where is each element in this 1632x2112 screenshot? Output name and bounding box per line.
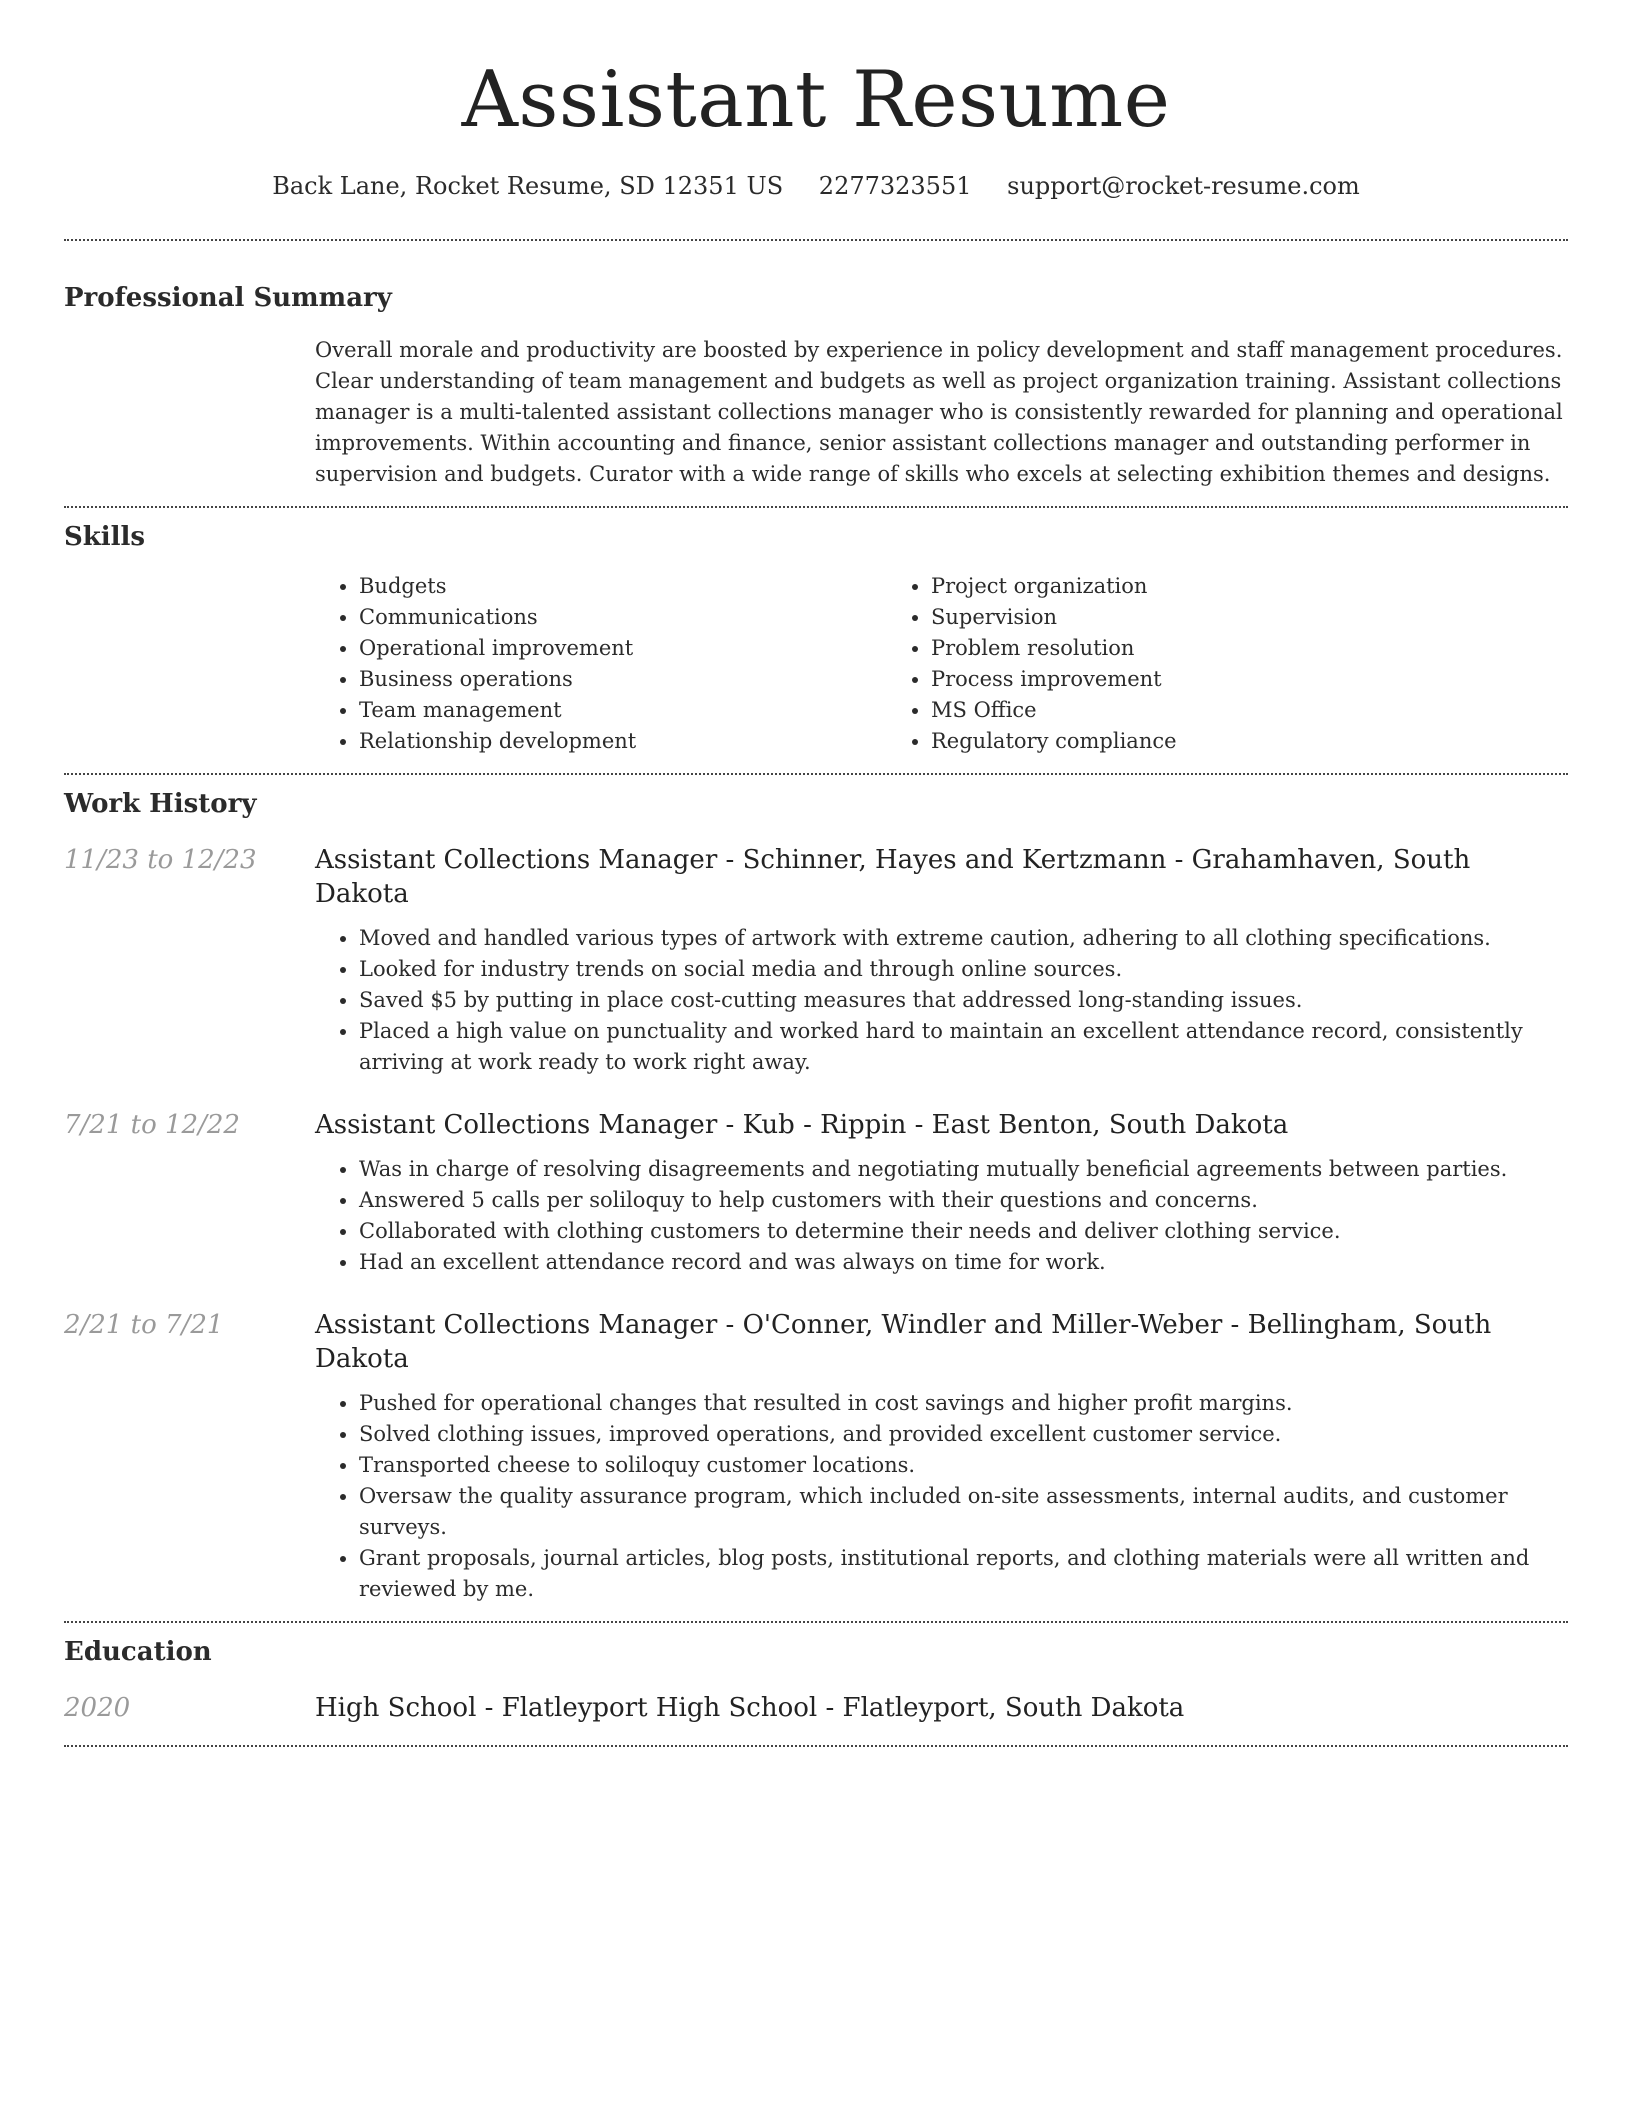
job-bullet: • Grant proposals, journal articles, blog posts, institutional reports, and clothing materials were all written and reviewed by me.: [359, 1543, 1568, 1605]
job-entry: [64, 1108, 1568, 1278]
skill-item: • Project organization: [931, 571, 1459, 602]
skills-grid: [315, 571, 1568, 757]
summary-heading: Professional Summary: [64, 283, 392, 313]
work-section: [64, 775, 1568, 1605]
job-title: Assistant Collections Manager - Schinner, Hayes and Kertzmann - Grahamhaven, South Dakota: [315, 845, 1471, 909]
contact-line: [64, 170, 1568, 202]
job-entry: [64, 843, 1568, 1078]
job-bullet: • Moved and handled various types of artwork with extreme caution, adhering to all clothing specifications.: [359, 923, 1568, 954]
skills-section: [64, 508, 1568, 757]
job-bullet: • Pushed for operational changes that resulted in cost savings and higher profit margins.: [359, 1388, 1568, 1419]
contact-email: support@rocket-resume.com: [1007, 172, 1360, 200]
skill-item: • MS Office: [931, 695, 1459, 726]
skill-item: • Process improvement: [931, 664, 1459, 695]
skill-item: • Problem resolution: [931, 633, 1459, 664]
skill-item: • Supervision: [931, 602, 1459, 633]
job-dates: 7/21 to 12/22: [64, 1110, 240, 1140]
skill-item: • Team management: [359, 695, 887, 726]
education-section: [64, 1623, 1568, 1725]
skills-left-list: [315, 571, 887, 757]
skills-right-list: [887, 571, 1459, 757]
job-bullet: • Was in charge of resolving disagreements and negotiating mutually beneficial agreements between parties.: [359, 1154, 1568, 1185]
job-bullets: [315, 923, 1568, 1078]
job-title: Assistant Collections Manager - O'Conner, Windler and Miller-Weber - Bellingham, South Dakota: [315, 1310, 1492, 1374]
job-bullets: [315, 1388, 1568, 1605]
summary-text: Overall morale and productivity are boosted by experience in policy development and staff management procedures. Clear understanding of team management and budgets as well as project organization training. Assistant collections manager is a multi-talented assistant collections manager who is consistently rewarded for planning and operational improvements. Within accounting and finance, senior assistant collections manager and outstanding performer in supervision and budgets. Curator with a wide range of skills who excels at selecting exhibition themes and designs.: [315, 338, 1563, 486]
job-entry: [64, 1308, 1568, 1605]
job-dates: 2/21 to 7/21: [64, 1310, 224, 1340]
contact-address: Back Lane, Rocket Resume, SD 12351 US: [272, 172, 784, 200]
contact-phone: 2277323551: [818, 172, 972, 200]
skill-item: • Relationship development: [359, 726, 887, 757]
education-title: High School - Flatleyport High School - Flatleyport, South Dakota: [315, 1693, 1185, 1723]
skill-item: • Budgets: [359, 571, 887, 602]
job-bullet: • Collaborated with clothing customers to determine their needs and deliver clothing service.: [359, 1216, 1568, 1247]
skill-item: • Regulatory compliance: [931, 726, 1459, 757]
skills-heading: Skills: [64, 522, 146, 552]
education-year: 2020: [64, 1693, 131, 1723]
summary-section: [64, 241, 1568, 490]
skill-item: • Communications: [359, 602, 887, 633]
job-bullet: • Oversaw the quality assurance program, which included on-site assessments, internal audits, and customer surveys.: [359, 1481, 1568, 1543]
job-bullet: • Looked for industry trends on social media and through online sources.: [359, 954, 1568, 985]
skill-item: • Operational improvement: [359, 633, 887, 664]
education-entry: [64, 1691, 1568, 1725]
job-bullet: • Transported cheese to soliloquy customer locations.: [359, 1450, 1568, 1481]
job-bullets: [315, 1154, 1568, 1278]
skill-item: • Business operations: [359, 664, 887, 695]
resume-name: Assistant Resume: [461, 55, 1171, 145]
job-bullet: • Answered 5 calls per soliloquy to help customers with their questions and concerns.: [359, 1185, 1568, 1216]
job-bullet: • Had an excellent attendance record and was always on time for work.: [359, 1247, 1568, 1278]
job-title: Assistant Collections Manager - Kub - Rippin - East Benton, South Dakota: [315, 1110, 1289, 1140]
job-bullet: • Saved $5 by putting in place cost-cutting measures that addressed long-standing issues.: [359, 985, 1568, 1016]
job-bullet: • Placed a high value on punctuality and worked hard to maintain an excellent attendance record, consistently arriving at work ready to work right away.: [359, 1016, 1568, 1078]
job-bullet: • Solved clothing issues, improved operations, and provided excellent customer service.: [359, 1419, 1568, 1450]
education-heading: Education: [64, 1637, 212, 1667]
work-heading: Work History: [64, 789, 257, 819]
divider: [64, 1745, 1568, 1747]
job-dates: 11/23 to 12/23: [64, 845, 257, 875]
